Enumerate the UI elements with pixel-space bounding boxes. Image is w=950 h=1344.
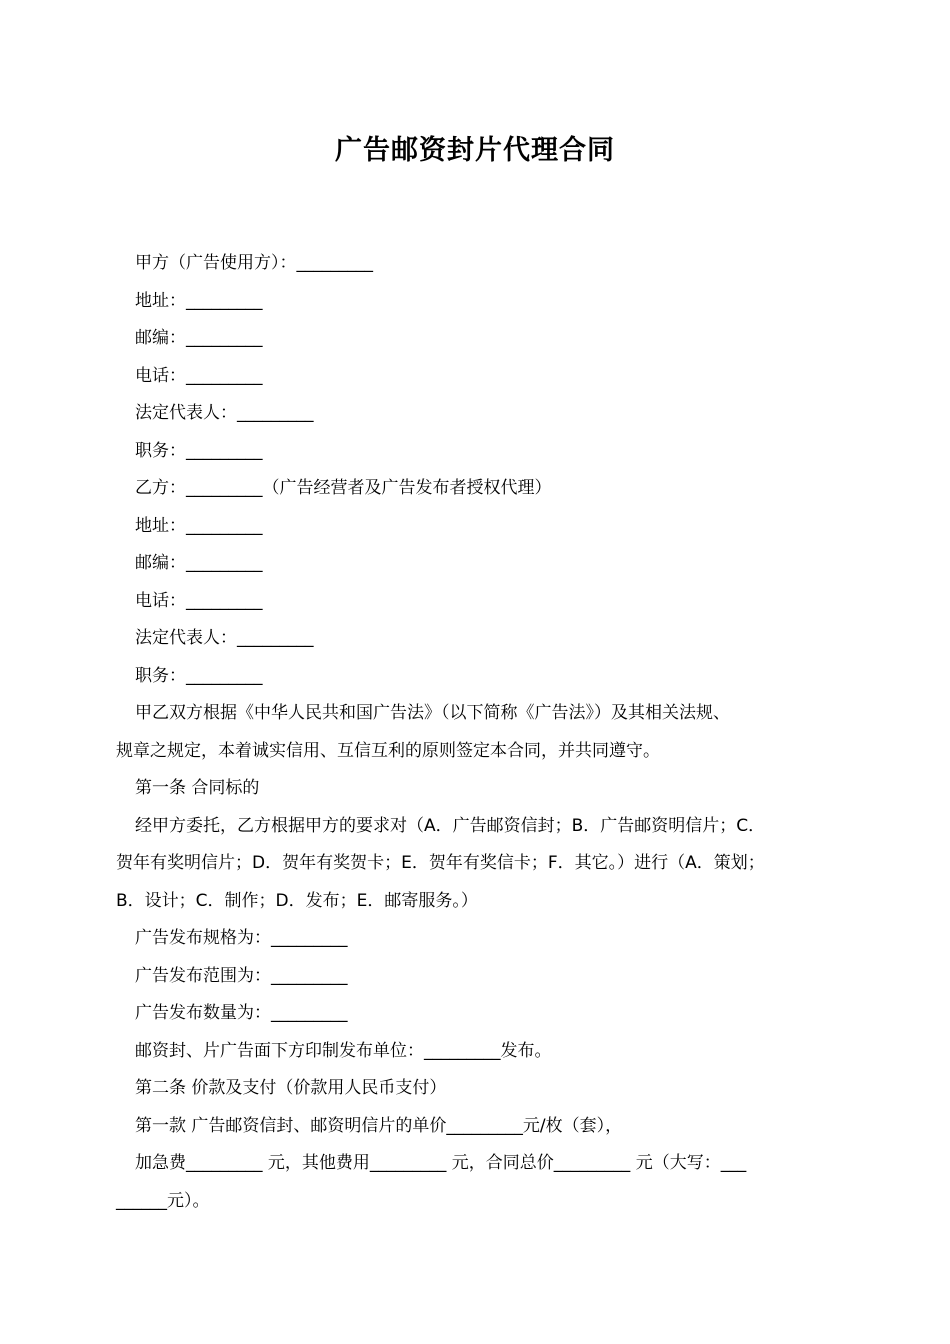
contract-line: 广告发布数量为：_________ [135, 1003, 348, 1023]
contract-line: 甲乙双方根据《中华人民共和国广告法》（以下简称《广告法》）及其相关法规、 [135, 703, 730, 723]
contract-line: 法定代表人：_________ [135, 403, 314, 423]
contract-line: 经甲方委托，乙方根据甲方的要求对（A．广告邮资信封；B．广告邮资明信片；C． [135, 815, 766, 836]
contract-line: 第二条 价款及支付（价款用人民币支付） [135, 1078, 447, 1098]
contract-line: 第一条 合同标的 [135, 778, 260, 798]
contract-line: 第一款 广告邮资信封、邮资明信片的单价_________元/枚（套）， [135, 1115, 623, 1136]
contract-line: 电话：_________ [135, 590, 263, 611]
contract-line: 加急费_________ 元，其他费用_________ 元，合同总价_________ 元（大写：___ [135, 1153, 747, 1173]
contract-line: 电话：_________ [135, 365, 263, 386]
contract-line: 邮资封、片广告面下方印制发布单位：_________发布。 [135, 1040, 552, 1061]
contract-line: ______元）。 [116, 1190, 210, 1211]
contract-line: 邮编：_________ [135, 328, 263, 348]
contract-line: 广告发布范围为：_________ [135, 965, 348, 986]
contract-line: 法定代表人：_________ [135, 628, 314, 648]
contract-line: B．设计；C．制作；D．发布；E．邮寄服务。） [116, 890, 478, 911]
contract-body [116, 245, 856, 1220]
contract-line: 职务：_________ [135, 440, 263, 461]
contract-line: 规章之规定，本着诚实信用、互信互利的原则签定本合同，并共同遵守。 [116, 740, 660, 761]
contract-line: 地址：_________ [135, 515, 263, 536]
contract-line: 地址：_________ [135, 290, 263, 311]
contract-line: 乙方：_________（广告经营者及广告发布者授权代理） [135, 478, 552, 498]
contract-line: 职务：_________ [135, 665, 263, 686]
contract-line: 甲方（广告使用方）：_________ [135, 253, 373, 273]
contract-line: 广告发布规格为：_________ [135, 928, 348, 948]
contract-line: 贺年有奖明信片；D．贺年有奖贺卡；E．贺年有奖信卡；F．其它。）进行（A．策划； [116, 853, 765, 873]
document-title: 广告邮资封片代理合同 [335, 135, 615, 166]
contract-line: 邮编：_________ [135, 553, 263, 573]
